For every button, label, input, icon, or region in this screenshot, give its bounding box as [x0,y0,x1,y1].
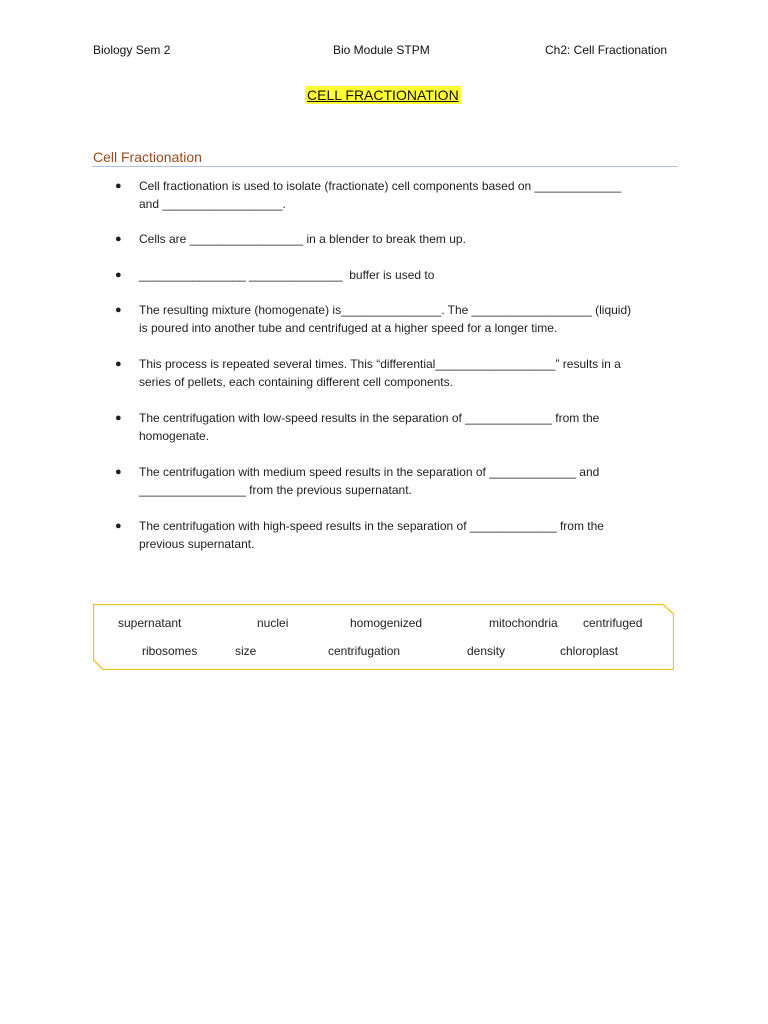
question-list [115,178,675,553]
word-bank-term: mitochondria [489,616,558,630]
question-text: The centrifugation with low-speed results in the separation of _____________ from the homogenate. [139,411,600,443]
bullet-icon: ● [115,180,122,192]
question-item [115,356,675,391]
word-bank-term: homogenized [350,616,423,630]
bullet-icon: ● [115,268,122,281]
bullet-icon: ● [115,304,122,316]
question-text: Cell fractionation is used to isolate (fractionate) cell components based on _____________ and __________________. [139,179,622,211]
header-chapter: Ch2: Cell Fractionation [545,43,668,57]
word-bank-term: chloroplast [560,644,619,658]
question-text: Cells are _________________ in a blender to break them up. [139,232,466,246]
bullet-icon: ● [115,520,122,532]
question-item [115,178,675,213]
header-course: Biology Sem 2 [93,43,171,57]
bullet-icon: ● [115,358,122,370]
question-item [115,302,675,337]
bullet-icon: ● [115,233,122,245]
word-bank-frame [93,604,674,670]
word-bank-term: nuclei [257,616,289,630]
word-bank-box [93,604,674,670]
word-bank-term: centrifugation [328,644,401,658]
bullet-icon: ● [115,466,122,478]
question-item [115,267,675,285]
question-text: The centrifugation with medium speed results in the separation of _____________ and ________________ from the previous supernatant. [139,465,600,497]
question-item [115,410,675,445]
question-item [115,464,675,499]
header-module: Bio Module STPM [333,43,430,57]
page-title: CELL FRACTIONATION [307,87,459,103]
question-text: The resulting mixture (homogenate) is_______________. The __________________ (liquid) is poured into another tube and centrifuged at a higher speed for a longer time. [139,303,632,335]
section-heading: Cell Fractionation [93,149,202,165]
word-bank-term: centrifuged [583,616,643,630]
word-bank-term: density [467,644,506,658]
section-divider [92,166,678,167]
word-bank-term: supernatant [118,616,182,630]
question-text: The centrifugation with high-speed results in the separation of _____________ from the previous supernatant. [139,519,604,551]
word-bank-term: size [235,644,257,658]
question-text: This process is repeated several times. This “differential__________________” results in a series of pellets, each containing different cell components. [139,357,621,389]
question-item [115,231,675,249]
bullet-icon: ● [115,412,122,424]
question-item [115,518,675,553]
word-bank-term: ribosomes [142,644,198,658]
question-text: ________________ ______________ buffer is used to [139,267,435,282]
